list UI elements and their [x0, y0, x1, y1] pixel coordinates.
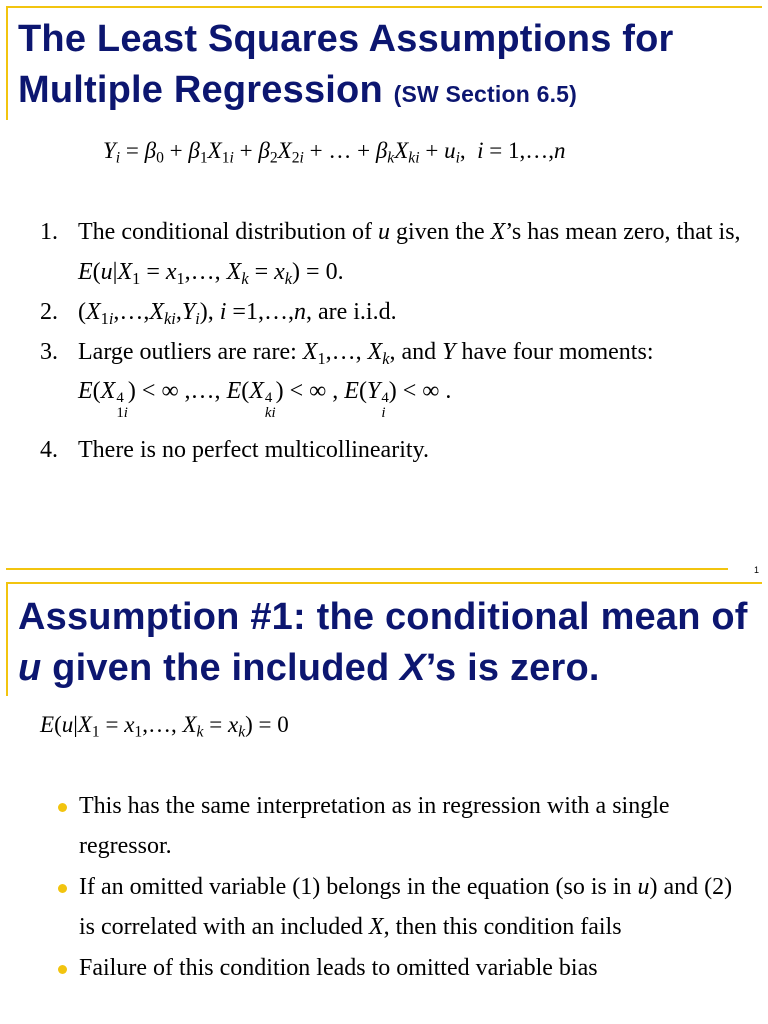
bullet-dot-icon — [58, 884, 67, 893]
slide-2 — [0, 580, 768, 1024]
fourth-moments-formula: E(X 4 1i ) < ∞ ,…, E(X 4 ki ) < ∞ , E(Y 4 i ) < ∞ . — [78, 378, 452, 422]
left-accent-bar — [6, 6, 8, 120]
top-rule — [6, 6, 762, 8]
bullet-3 — [58, 948, 748, 988]
slide-2-title-line2: u given the included X’s is zero. — [18, 647, 600, 689]
section-reference: (SW Section 6.5) — [393, 81, 578, 107]
assumption-2: 2. $(X_{1i},\dots,X_{ki},Y_i)$, i =1,…,n, are i.i.d. — [40, 299, 397, 328]
bottom-rule — [6, 568, 728, 570]
assumption-4-text: There is no perfect multicollinearity. — [78, 437, 429, 463]
slide-1-title — [18, 14, 674, 120]
bullet-2-text: If an omitted variable (1) belongs in the equation (so is in u) and (2) is correlated with an included X, then this condition fails — [79, 874, 733, 940]
assumption-1: 1. The conditional distribution of u given the X’s has mean zero, that is, $E(u|X_1$ = $x_1,\dots$, $X_k = x_k) = 0$. — [40, 219, 741, 288]
top-rule — [6, 582, 762, 584]
slide-1-title-line2: Multiple Regression — [18, 69, 383, 111]
assumptions-list — [40, 212, 760, 470]
page-number: 1 — [753, 565, 759, 575]
regression-model-equation: $Y_i = \beta_0 + \beta_1X_{1i} + \beta_2X_{2i}$ + … + $\beta_kX_{ki} + u_i$, i = 1,…,n — [103, 138, 566, 167]
bullet-dot-icon — [58, 965, 67, 974]
bullet-1-text: This has the same interpretation as in regression with a single regressor. — [79, 793, 670, 859]
bullet-list — [58, 786, 748, 989]
assumption-4: 4. There is no perfect multicollinearity. — [40, 430, 760, 470]
bullet-dot-icon — [58, 803, 67, 812]
zero-conditional-mean-equation: $E(u|X_1$ = $x_1,\dots$, $X_k = x_k) = 0$ — [40, 712, 289, 741]
slide-2-title-line1: Assumption #1: the conditional mean of — [18, 596, 748, 638]
slide-1-title-line1: The Least Squares Assumptions for — [18, 18, 674, 60]
slide-2-title — [18, 592, 748, 694]
assumption-3: 3. Large outliers are rare: $X_1,\dots$, $X_k$, and Y have four moments: — [40, 339, 654, 368]
bullet-1 — [58, 786, 748, 866]
left-accent-bar — [6, 582, 8, 696]
bullet-3-text: Failure of this condition leads to omitted variable bias — [79, 955, 598, 981]
bullet-2 — [58, 867, 748, 947]
